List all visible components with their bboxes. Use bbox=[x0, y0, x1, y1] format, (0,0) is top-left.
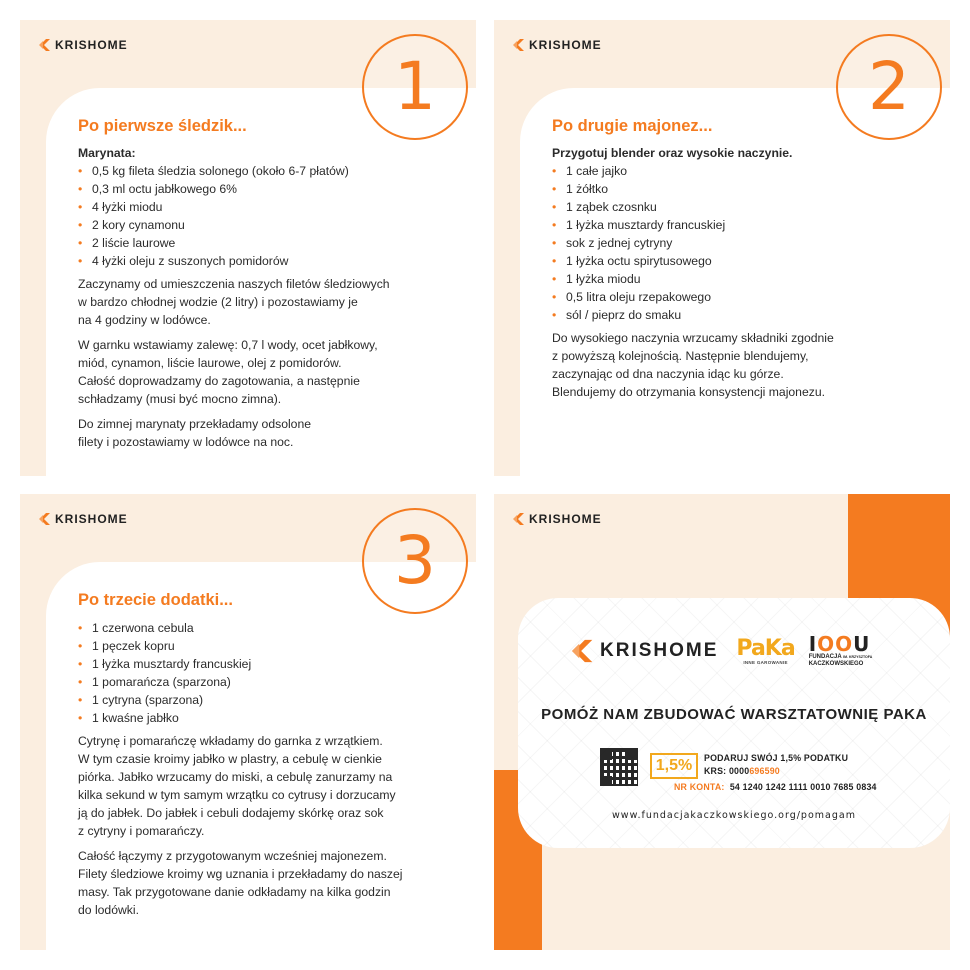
account-label: NR KONTA: bbox=[674, 782, 725, 792]
list-item: • sól / pieprz do smaku bbox=[552, 306, 892, 324]
recipe-panel-1 bbox=[20, 20, 476, 476]
list-item: • 1 żółtko bbox=[552, 180, 892, 198]
krishome-logo bbox=[38, 38, 128, 52]
list-item: • 0,5 kg fileta śledzia solonego (około 6-7 płatów) bbox=[78, 162, 418, 180]
krishome-logo-icon bbox=[512, 512, 526, 526]
krishome-big-logo bbox=[570, 638, 718, 664]
text-line: filety i pozostawiamy w lodówce na noc. bbox=[78, 435, 294, 449]
list-item: • 2 liście laurowe bbox=[78, 234, 418, 252]
krs-number: 696590 bbox=[749, 766, 780, 776]
list-item: • 0,5 litra oleju rzepakowego bbox=[552, 288, 892, 306]
text-line: kilka sekund w tym samym wrzątku co cytrusy i dorzucamy bbox=[78, 788, 396, 802]
text-line: w bardzo chłodnej wodzie (2 litry) i pozostawiamy je bbox=[78, 295, 358, 309]
logo-text: KRISHOME bbox=[529, 512, 602, 526]
krs-line bbox=[704, 766, 780, 776]
text-line: W garnku wstawiamy zalewę: 0,7 l wody, ocet jabłkowy, bbox=[78, 338, 378, 352]
list-item: • 1 pomarańcza (sparzona) bbox=[78, 673, 418, 691]
list-item: • 1 cytryna (sparzona) bbox=[78, 691, 418, 709]
recipe-subhead: Przygotuj blender oraz wysokie naczynie. bbox=[552, 146, 793, 160]
fundacja-logo bbox=[809, 634, 873, 668]
krishome-logo-icon bbox=[38, 512, 52, 526]
list-item: • 1 kwaśne jabłko bbox=[78, 709, 418, 727]
paka-sub: INNE GAROWANIE bbox=[743, 659, 788, 665]
paka-word: PaKa bbox=[736, 635, 795, 661]
list-item: • sok z jednej cytryny bbox=[552, 234, 892, 252]
fundacja-mark-part: I bbox=[808, 632, 818, 656]
text-line: masy. Tak przygotowane danie odkładamy na kilka godzin bbox=[78, 885, 391, 899]
text-line: na 4 godziny w lodówce. bbox=[78, 313, 211, 327]
text-line: schładzamy (musi być mocno zimna). bbox=[78, 392, 282, 406]
list-item: • 0,3 ml octu jabłkowego 6% bbox=[78, 180, 418, 198]
text-line: Do wysokiego naczynia wrzucamy składniki zgodnie bbox=[552, 331, 834, 345]
text-line: Całość łączymy z przygotowanym wcześniej majonezem. bbox=[78, 849, 387, 863]
text-line: z powyższą kolejnością. Następnie blendujemy, bbox=[552, 349, 809, 363]
promo-card bbox=[518, 598, 950, 848]
text-line: Blendujemy do otrzymania konsystencji majonezu. bbox=[552, 385, 825, 399]
text-line: zaczynając od dna naczynia idąc ku górze. bbox=[552, 367, 784, 381]
fundacja-name: FUNDACJA bbox=[808, 654, 842, 660]
logo-text: KRISHOME bbox=[529, 38, 602, 52]
fundacja-line-2: KACZKOWSKIEGO bbox=[808, 661, 864, 667]
text-line: Filety śledziowe kroimy wg uznania i przekładamy do naszej bbox=[78, 867, 403, 881]
ingredient-list bbox=[552, 162, 892, 324]
text-line: Całość doprowadzamy do zagotowania, a następnie bbox=[78, 374, 360, 388]
text-line: miód, cynamon, liście laurowe, olej z pomidorów. bbox=[78, 356, 342, 370]
instruction-paragraph bbox=[78, 847, 418, 919]
account-line bbox=[674, 782, 877, 792]
recipe-title: Po trzecie dodatki... bbox=[78, 591, 233, 609]
text-line: W tym czasie kroimy jabłko w plastry, a cebulę w cienkie bbox=[78, 752, 382, 766]
list-item: • 4 łyżki miodu bbox=[78, 198, 418, 216]
text-line: z cytryny i pomarańczy. bbox=[78, 824, 205, 838]
tax-line: PODARUJ SWÓJ 1,5% PODATKU bbox=[704, 753, 849, 763]
list-item: • 2 kory cynamonu bbox=[78, 216, 418, 234]
krishome-logo-icon bbox=[570, 638, 596, 664]
recipe-panel-3 bbox=[20, 494, 476, 950]
partner-logos bbox=[570, 634, 872, 668]
krishome-logo-icon bbox=[512, 38, 526, 52]
recipe-content bbox=[552, 116, 892, 408]
krishome-logo bbox=[512, 38, 602, 52]
text-line: Do zimnej marynaty przekładamy odsolone bbox=[78, 417, 312, 431]
recipe-title: Po drugie majonez... bbox=[552, 117, 713, 135]
recipe-title: Po pierwsze śledzik... bbox=[78, 117, 247, 135]
text-line: ją do jabłek. Do jabłek i cebuli dodajemy skórkę oraz sok bbox=[78, 806, 384, 820]
fundacja-mark-part: U bbox=[853, 632, 871, 656]
step-number: 3 bbox=[394, 522, 436, 599]
account-number: 54 1240 1242 1111 0010 7685 0834 bbox=[729, 782, 877, 792]
recipe-content bbox=[78, 116, 418, 458]
list-item: • 1 łyżka musztardy francuskiej bbox=[552, 216, 892, 234]
instruction-paragraph bbox=[78, 275, 418, 329]
promo-panel bbox=[494, 494, 950, 950]
list-item: • 1 łyżka octu spirytusowego bbox=[552, 252, 892, 270]
instruction-paragraph bbox=[552, 329, 892, 401]
text-line: piórka. Jabłko wrzucamy do miski, a cebulę zanurzamy na bbox=[78, 770, 393, 784]
list-item: • 4 łyżki oleju z suszonych pomidorów bbox=[78, 252, 418, 270]
list-item: • 1 całe jajko bbox=[552, 162, 892, 180]
step-number: 2 bbox=[868, 48, 910, 125]
instruction-paragraph bbox=[78, 732, 418, 840]
promo-heading: POMÓŻ NAM ZBUDOWAĆ WARSZTATOWNIĘ PAKA bbox=[541, 706, 927, 723]
ingredient-list bbox=[78, 162, 418, 270]
website-link[interactable]: www.fundacjakaczkowskiego.org/pomagam bbox=[612, 810, 856, 821]
step-number: 1 bbox=[394, 48, 436, 125]
logo-text: KRISHOME bbox=[55, 512, 128, 526]
paka-logo bbox=[736, 635, 795, 665]
krishome-logo bbox=[512, 512, 602, 526]
fundacja-name-small: IM. KRZYSZTOFA bbox=[843, 655, 873, 659]
recipe-panel-2 bbox=[494, 20, 950, 476]
list-item: • 1 łyżka miodu bbox=[552, 270, 892, 288]
list-item: • 1 pęczek kopru bbox=[78, 637, 418, 655]
qr-code[interactable] bbox=[600, 748, 638, 786]
logo-text: KRISHOME bbox=[55, 38, 128, 52]
text-line: Zaczynamy od umieszczenia naszych filetów śledziowych bbox=[78, 277, 390, 291]
text-line: Cytrynę i pomarańczę wkładamy do garnka z wrzątkiem. bbox=[78, 734, 383, 748]
krishome-logo bbox=[38, 512, 128, 526]
ingredient-list bbox=[78, 619, 418, 727]
list-item: • 1 łyżka musztardy francuskiej bbox=[78, 655, 418, 673]
text-line: do lodówki. bbox=[78, 903, 139, 917]
krs-label: KRS: 0000 bbox=[704, 766, 750, 776]
krishome-logo-icon bbox=[38, 38, 52, 52]
recipe-content bbox=[78, 590, 418, 926]
instruction-paragraph bbox=[78, 336, 418, 408]
list-item: • 1 ząbek czosnku bbox=[552, 198, 892, 216]
logo-text: KRISHOME bbox=[600, 640, 719, 661]
fundacja-mark-part: OO bbox=[817, 632, 854, 656]
recipe-subhead: Marynata: bbox=[78, 146, 136, 160]
list-item: • 1 czerwona cebula bbox=[78, 619, 418, 637]
percent-badge: 1,5% bbox=[650, 753, 698, 779]
fundacja-line-1 bbox=[809, 654, 873, 661]
instruction-paragraph bbox=[78, 415, 418, 451]
fundacja-mark bbox=[809, 634, 873, 654]
